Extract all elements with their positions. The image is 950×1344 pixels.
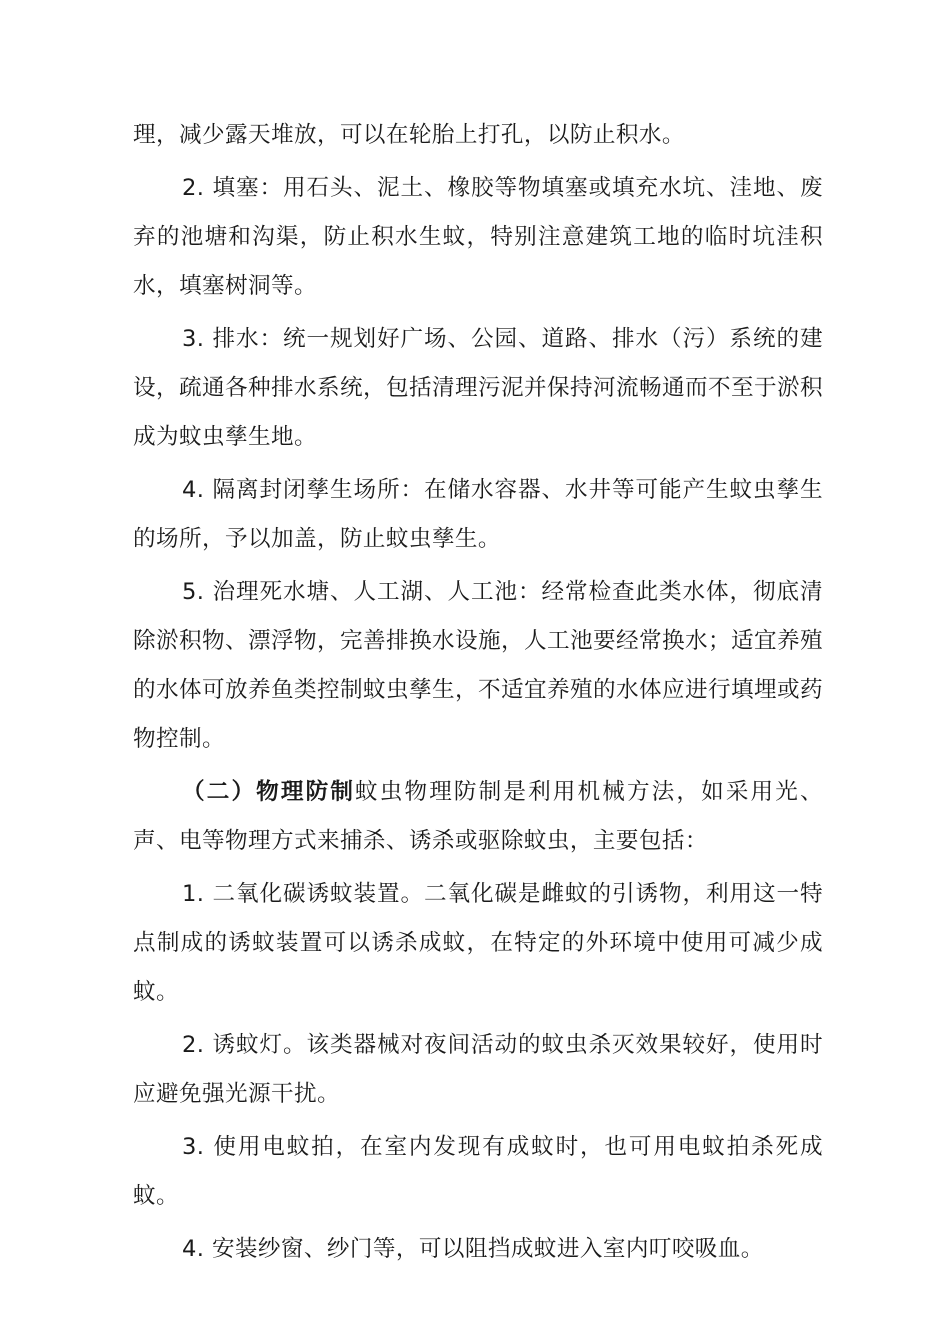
section-heading: （二）物理防制 xyxy=(182,779,356,805)
paragraph-item-5-pond-treatment: 5. 治理死水塘、人工湖、人工池：经常检查此类水体，彻底清除淤积物、漂浮物，完善排换水设施，人工池要经常换水；适宜养殖的水体可放养鱼类控制蚊虫孳生，不适宜养殖的水体应进行填埋或药物控制。 xyxy=(133,579,823,752)
paragraph-item-3-electric-swatter: 3. 使用电蚊拍，在室内发现有成蚊时，也可用电蚊拍杀死成蚊。 xyxy=(133,1134,823,1209)
paragraph-item-3-drainage: 3. 排水：统一规划好广场、公园、道路、排水（污）系统的建设，疏通各种排水系统，包括清理污泥并保持河流畅通而不至于淤积成为蚊虫孳生地。 xyxy=(133,326,823,450)
paragraph-item-2-mosquito-lamp: 2. 诱蚊灯。该类器械对夜间活动的蚊虫杀灭效果较好，使用时应避免强光源干扰。 xyxy=(133,1032,823,1107)
paragraph-item-1-co2-trap: 1. 二氧化碳诱蚊装置。二氧化碳是雌蚊的引诱物，利用这一特点制成的诱蚊装置可以诱杀成蚊，在特定的外环境中使用可减少成蚊。 xyxy=(133,881,823,1005)
paragraph-item-4-screens: 4. 安装纱窗、纱门等，可以阻挡成蚊进入室内叮咬吸血。 xyxy=(182,1236,764,1262)
paragraph-continuation: 理，减少露天堆放，可以在轮胎上打孔，以防止积水。 xyxy=(133,122,685,148)
document-page xyxy=(133,111,823,1274)
paragraph-item-2-fill: 2. 填塞：用石头、泥土、橡胶等物填塞或填充水坑、洼地、废弃的池塘和沟渠，防止积水生蚊，特别注意建筑工地的临时坑洼积水，填塞树洞等。 xyxy=(133,175,823,299)
paragraph-section-physical-control xyxy=(133,768,823,866)
paragraph-item-4-isolation: 4. 隔离封闭孳生场所：在储水容器、水井等可能产生蚊虫孳生的场所，予以加盖，防止蚊虫孳生。 xyxy=(133,477,823,552)
section-intro-text: 蚊虫物理防制是利用机械方法，如采用光、声、电等物理方式来捕杀、诱杀或驱除蚊虫，主要包括： xyxy=(133,779,823,854)
